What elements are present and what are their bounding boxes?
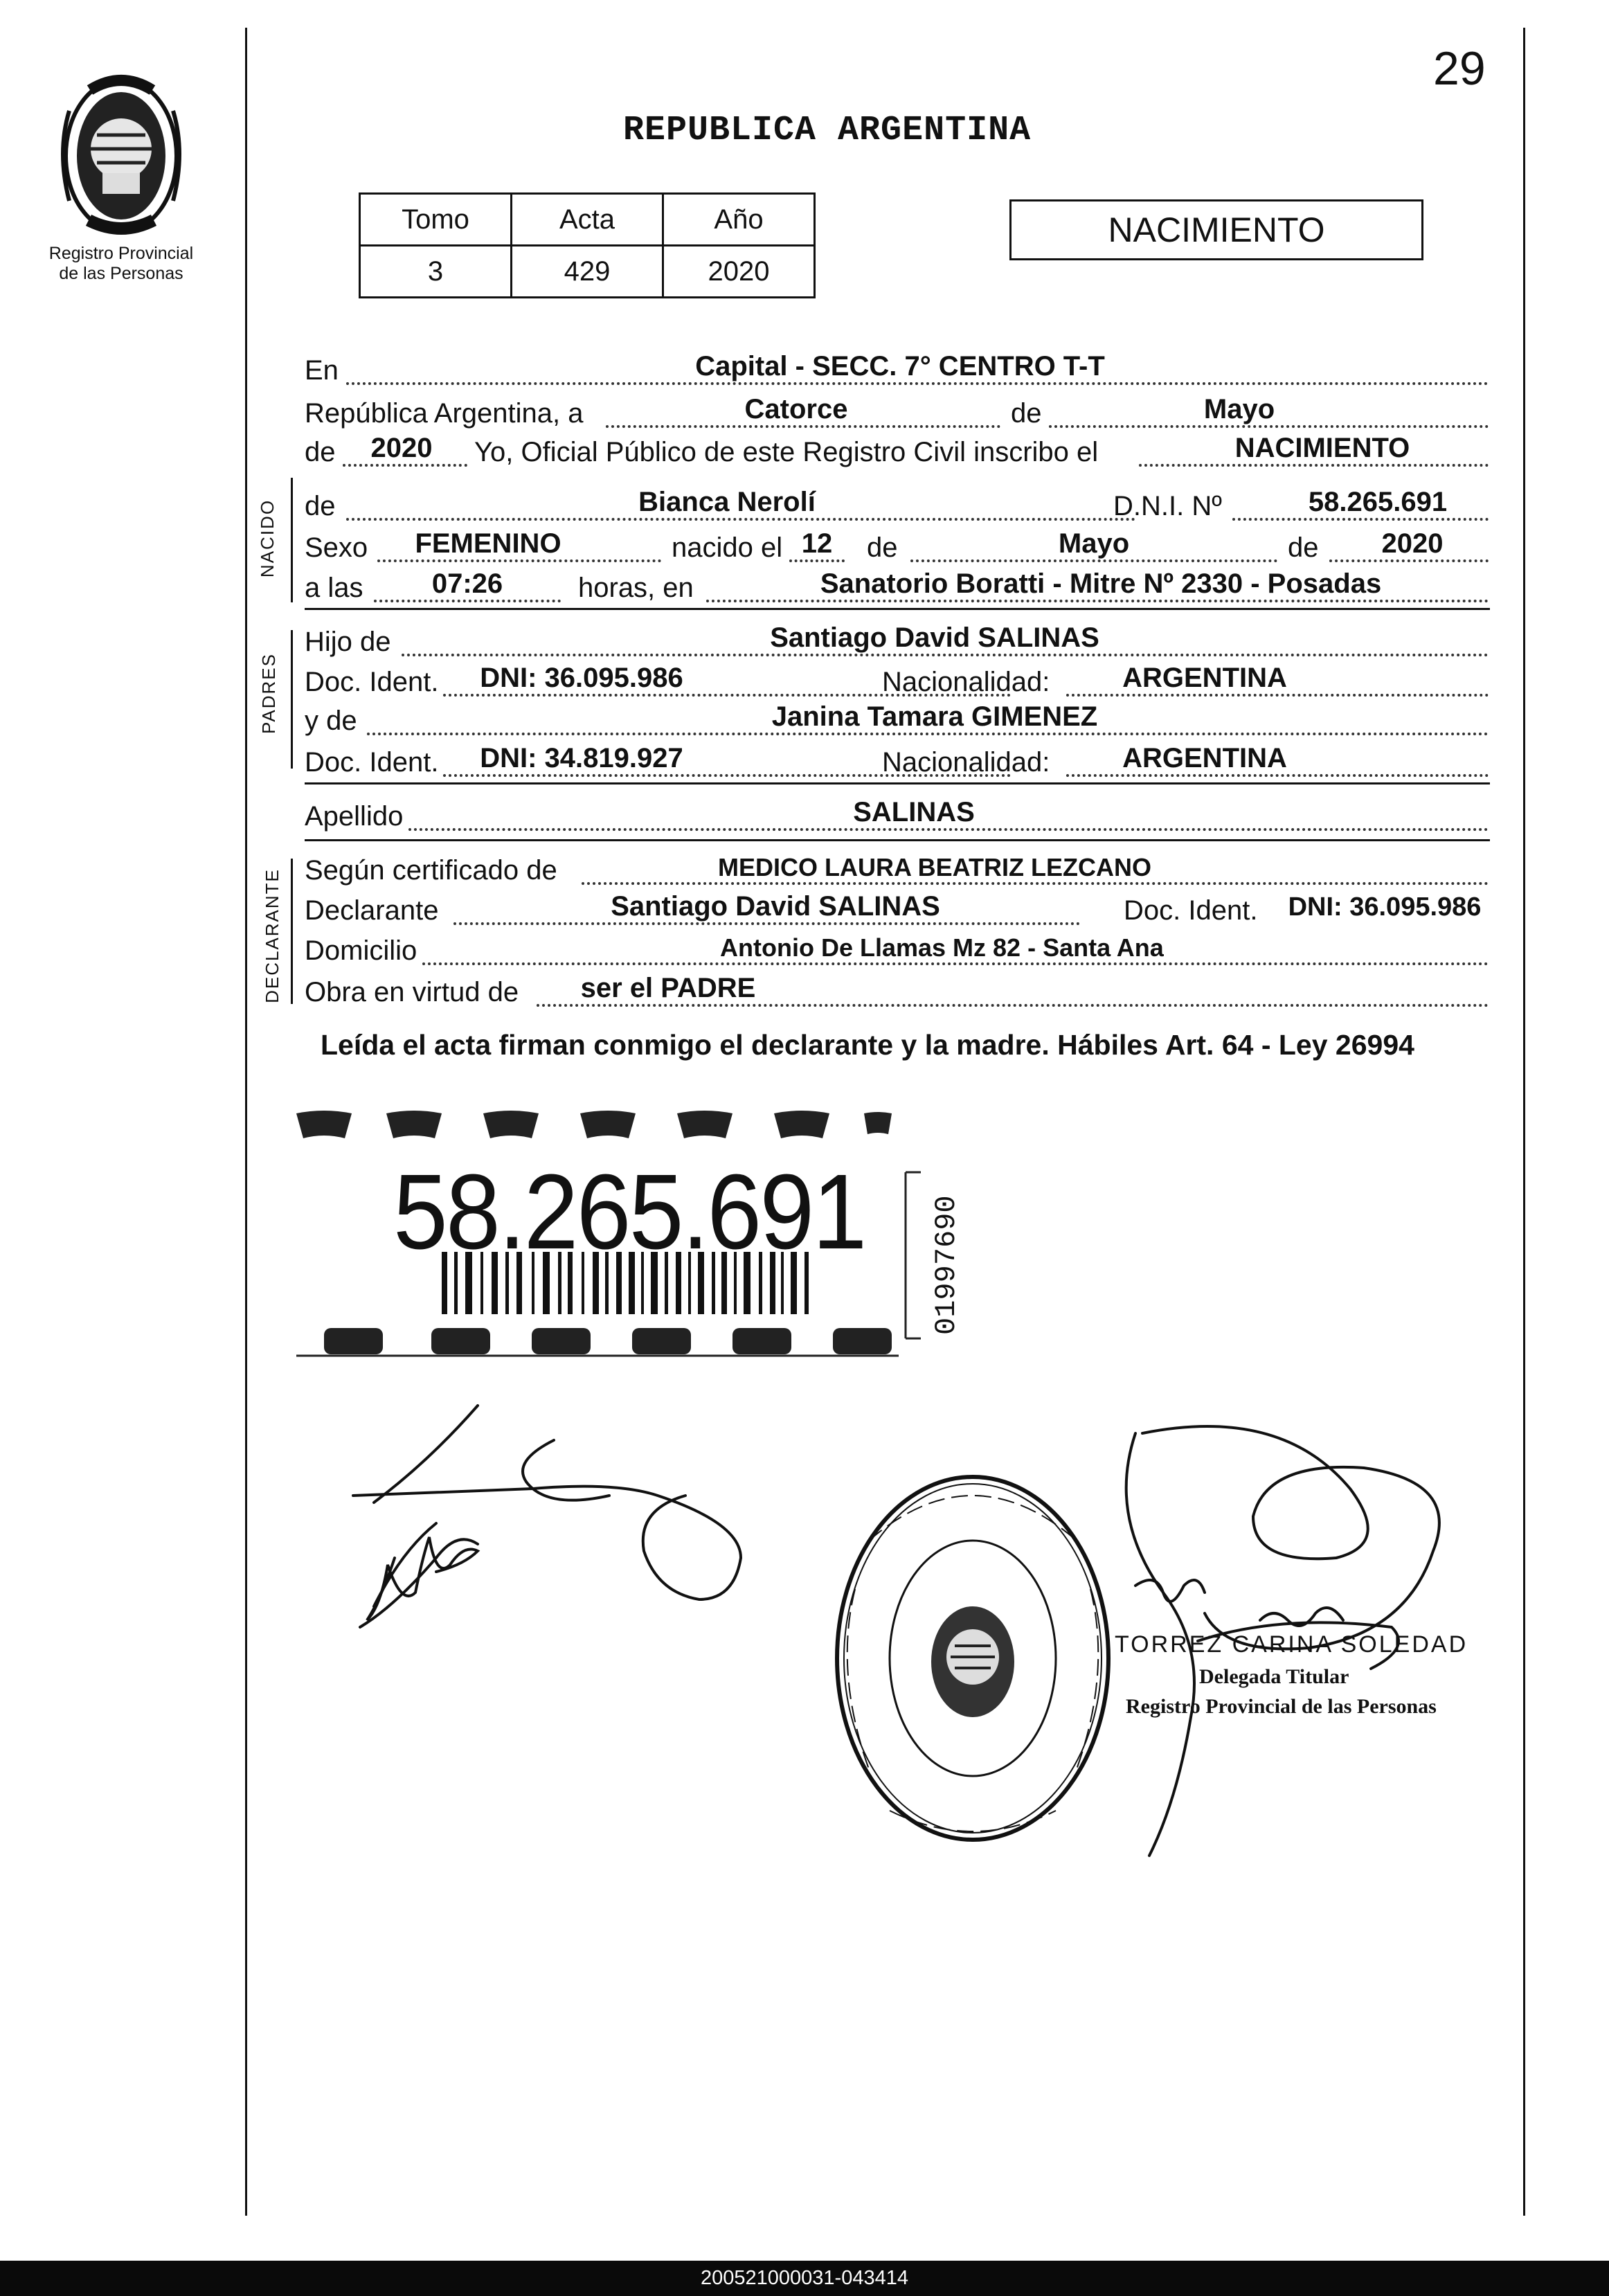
- label-de: de: [867, 532, 898, 563]
- row-nombre: [305, 486, 1490, 525]
- stamp-serial: 01997690: [930, 1195, 963, 1335]
- delegate-name: TORREZ CARINA SOLEDAD: [1115, 1631, 1468, 1658]
- section-label-nacido: NACIDO: [257, 499, 278, 578]
- label-horas-en: horas, en: [578, 573, 694, 603]
- section-bracket-declarante: [291, 859, 293, 1004]
- record-table: [359, 192, 816, 298]
- value-capacity: ser el PADRE: [580, 973, 756, 1003]
- row-en: [305, 350, 1490, 389]
- dotted-line: [377, 559, 661, 562]
- row-padre-doc: [305, 662, 1490, 701]
- row-declarante: [305, 890, 1490, 929]
- value-father-dni: DNI: 36.095.986: [480, 663, 683, 693]
- row-domicilio: [305, 931, 1490, 969]
- label-nacido-el: nacido el: [672, 532, 783, 563]
- value-birth-place: Sanatorio Boratti - Mitre Nº 2330 - Posadas: [820, 568, 1382, 599]
- label-dni: D.N.I. Nº: [1113, 491, 1222, 521]
- label-inscribo: Yo, Oficial Público de este Registro Civil inscribo el: [474, 437, 1099, 467]
- dotted-line: [1066, 774, 1489, 777]
- dotted-line: [1066, 694, 1489, 697]
- label-doc-ident: Doc. Ident.: [305, 747, 439, 778]
- dotted-line: [374, 600, 561, 602]
- dotted-line: [1139, 464, 1489, 467]
- logo-caption-line1: Registro Provincial: [48, 244, 194, 263]
- value-address: Antonio De Llamas Mz 82 - Santa Ana: [720, 933, 1164, 962]
- value-year: 2020: [370, 433, 433, 463]
- value-declarant-dni: DNI: 36.095.986: [1288, 893, 1482, 922]
- label-declarante: Declarante: [305, 895, 439, 926]
- dotted-line: [706, 600, 1489, 602]
- section-bracket-nacido: [291, 478, 293, 602]
- label-republica: República Argentina, a: [305, 398, 584, 429]
- value-declarant-name: Santiago David SALINAS: [611, 891, 940, 922]
- right-margin-line: [1523, 28, 1525, 2216]
- row-madre-doc: [305, 742, 1490, 781]
- dotted-line: [1329, 559, 1489, 562]
- value-certifier: MEDICO LAURA BEATRIZ LEZCANO: [718, 853, 1151, 881]
- label-en: En: [305, 355, 339, 386]
- section-label-declarante: DECLARANTE: [261, 868, 282, 1003]
- label-domicilio: Domicilio: [305, 935, 417, 966]
- dotted-line: [408, 828, 1489, 831]
- delegate-office: Registro Provincial de las Personas: [1126, 1695, 1437, 1718]
- value-father-name: Santiago David SALINAS: [770, 622, 1099, 653]
- row-madre: [305, 701, 1490, 739]
- label-doc-ident: Doc. Ident.: [1124, 895, 1258, 926]
- row-republica: [305, 393, 1490, 432]
- dotted-line: [453, 922, 1080, 925]
- footer-code: 200521000031-043414: [701, 2267, 908, 2289]
- label-de: de: [1288, 532, 1319, 563]
- dotted-line: [537, 1004, 1489, 1007]
- dotted-line: [789, 559, 845, 562]
- record-value-tomo: 3: [360, 246, 512, 298]
- province-seal-icon: [48, 69, 194, 242]
- value-place: Capital - SECC. 7° CENTRO T-T: [695, 351, 1105, 382]
- label-segun-certificado: Según certificado de: [305, 855, 557, 886]
- dotted-line: [422, 962, 1489, 965]
- logo-caption: [28, 244, 215, 284]
- value-birth-time: 07:26: [431, 568, 503, 599]
- row-year: [305, 432, 1490, 471]
- page-number: 29: [1433, 42, 1486, 95]
- label-nacionalidad: Nacionalidad:: [882, 667, 1050, 697]
- record-value-ano: 2020: [663, 246, 815, 298]
- value-sex: FEMENINO: [415, 528, 561, 559]
- record-header-tomo: Tomo: [360, 194, 512, 246]
- record-header-ano: Año: [663, 194, 815, 246]
- footer-bar: [0, 2261, 1609, 2296]
- label-hijo-de: Hijo de: [305, 627, 391, 657]
- section-label-padres: PADRES: [258, 653, 279, 734]
- value-month: Mayo: [1203, 394, 1275, 424]
- divider-nacido: [305, 608, 1490, 610]
- dotted-line: [910, 559, 1277, 562]
- label-de: de: [305, 491, 336, 521]
- value-surname: SALINAS: [853, 797, 975, 827]
- label-obra-en-virtud: Obra en virtud de: [305, 977, 519, 1007]
- label-nacionalidad: Nacionalidad:: [882, 747, 1050, 778]
- registration-stamp: [296, 1106, 975, 1370]
- row-sexo: [305, 528, 1490, 566]
- row-obra: [305, 972, 1490, 1011]
- divider-apellido: [305, 839, 1490, 841]
- label-apellido: Apellido: [305, 801, 404, 832]
- divider-padres: [305, 782, 1490, 784]
- record-header-acta: Acta: [512, 194, 663, 246]
- row-hora: [305, 568, 1490, 607]
- value-record-kind: NACIMIENTO: [1234, 433, 1410, 463]
- record-type-box: NACIMIENTO: [1009, 199, 1423, 260]
- value-mother-dni: DNI: 34.819.927: [480, 743, 683, 773]
- label-de: de: [305, 437, 336, 467]
- label-sexo: Sexo: [305, 532, 368, 563]
- value-mother-name: Janina Tamara GIMENEZ: [771, 701, 1098, 732]
- value-birth-year: 2020: [1381, 528, 1444, 559]
- closing-note: Leída el acta firman conmigo el declarante y la madre. Hábiles Art. 64 - Ley 26994: [321, 1029, 1414, 1061]
- dotted-line: [346, 518, 1135, 521]
- value-child-dni: 58.265.691: [1308, 487, 1448, 517]
- dotted-line: [367, 733, 1489, 735]
- value-child-name: Bianca Nerolí: [638, 487, 816, 517]
- label-de: de: [1011, 398, 1042, 429]
- dotted-line: [606, 425, 1000, 428]
- logo-caption-line2: de las Personas: [59, 264, 183, 283]
- value-mother-nationality: ARGENTINA: [1122, 743, 1287, 773]
- label-a-las: a las: [305, 573, 363, 603]
- row-apellido: [305, 796, 1490, 835]
- province-logo: [28, 69, 215, 284]
- dotted-line: [346, 382, 1489, 385]
- value-father-nationality: ARGENTINA: [1122, 663, 1287, 693]
- dotted-line: [402, 654, 1489, 656]
- row-padre: [305, 622, 1490, 661]
- delegate-role: Delegada Titular: [1199, 1665, 1349, 1688]
- label-doc-ident: Doc. Ident.: [305, 667, 439, 697]
- record-value-acta: 429: [512, 246, 663, 298]
- official-seal-icon: [827, 1464, 1118, 1852]
- stamp-number: 58.265.691: [393, 1152, 865, 1271]
- value-birth-day: 12: [801, 528, 833, 559]
- row-certificado: [305, 850, 1490, 889]
- section-bracket-padres: [291, 630, 293, 769]
- label-y-de: y de: [305, 706, 357, 736]
- dotted-line: [1232, 518, 1489, 521]
- value-birth-month: Mayo: [1058, 528, 1130, 559]
- left-margin-line: [245, 28, 247, 2216]
- value-day-words: Catorce: [744, 394, 848, 424]
- dotted-line: [343, 464, 467, 467]
- dotted-line: [582, 882, 1489, 885]
- dotted-line: [1049, 425, 1489, 428]
- country-title: REPUBLICA ARGENTINA: [623, 111, 1032, 150]
- declarant-signature-icon: [332, 1399, 775, 1689]
